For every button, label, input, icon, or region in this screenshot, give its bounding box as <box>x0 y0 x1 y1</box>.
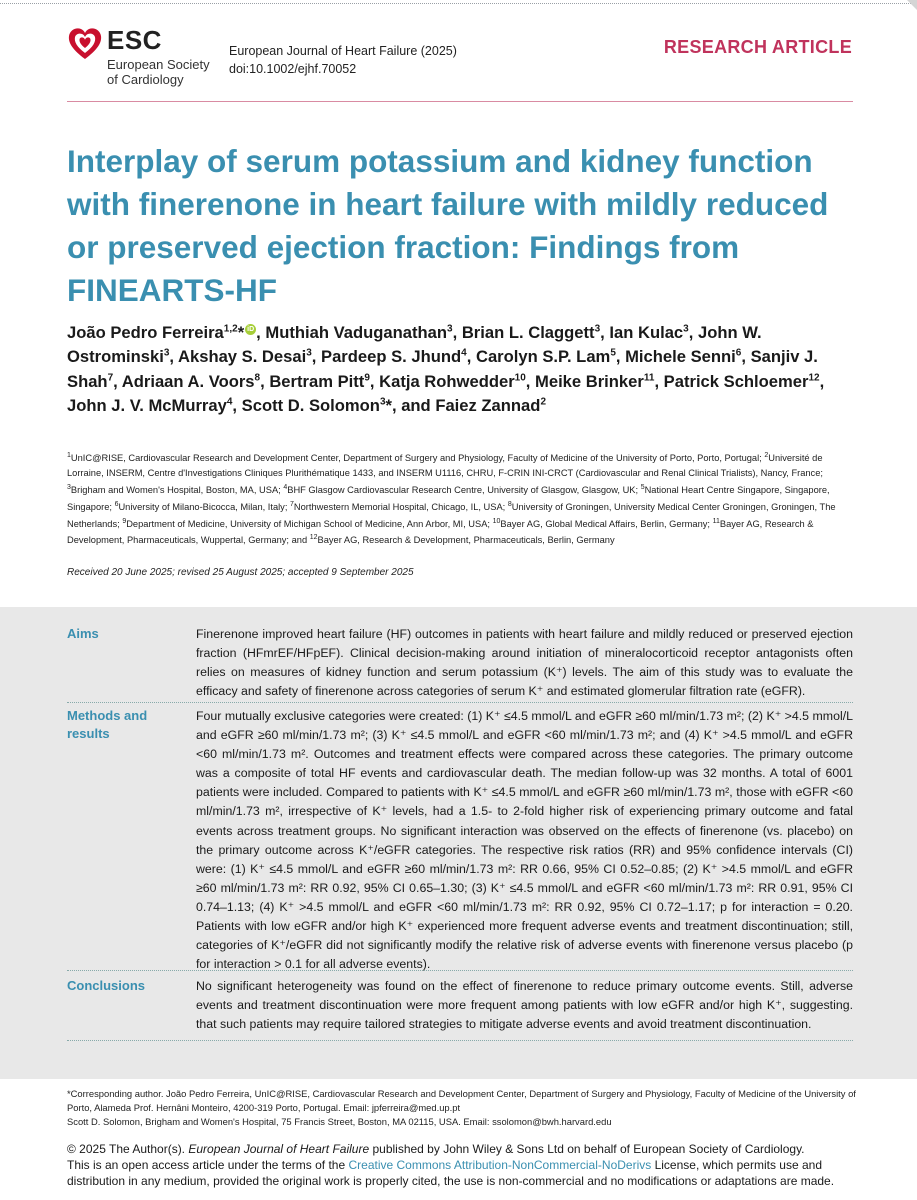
author: Michele Senni$^6$, <box>625 347 751 367</box>
author-affiliation-ref: 3 <box>379 396 386 408</box>
affiliation-number: 7 <box>290 500 294 508</box>
affiliation-text: BHF Glasgow Cardiovascular Research Centre, University of Glasgow, Glasgow, UK; <box>287 484 639 495</box>
author-affiliation-ref: 3 <box>306 347 312 359</box>
author: Ian Kulac$^3$, <box>609 323 698 342</box>
received-dates: Received 20 June 2025; revised 25 August 2025; accepted 9 September 2025 <box>67 567 414 578</box>
corresponding-mark: * <box>237 323 245 342</box>
author-name: Sanjiv J. Shah <box>67 347 818 391</box>
affiliation-number: 11 <box>712 517 720 525</box>
esc-logo[interactable] <box>67 26 227 88</box>
affiliation <box>67 485 283 495</box>
author: João Pedro Ferreira$^{1,2}$* iD , <box>67 323 266 342</box>
author: John W. Ostrominski$^3$, <box>67 323 762 367</box>
affiliation <box>283 485 640 495</box>
article-title: Interplay of serum potassium and kidney function with finerenone in heart failure with mildly reduced or preserved ejection fraction: Findings from FINEARTS-HF <box>67 143 829 308</box>
author-name: Scott D. Solomon <box>241 395 380 415</box>
author-affiliation-ref: 4 <box>226 396 233 408</box>
author-affiliation-ref: 2 <box>540 396 546 408</box>
affiliation-number: 12 <box>309 534 318 542</box>
author: Pardeep S. Jhund$^4$, <box>321 347 476 367</box>
affiliation-text: Brigham and Women's Hospital, Boston, MA, USA; <box>70 484 281 495</box>
affiliation <box>310 535 615 545</box>
affiliation <box>493 519 713 529</box>
cc-license-link[interactable]: Creative Commons Attribution-NonCommercial-NoDerivs <box>348 1158 652 1172</box>
author: Adriaan A. Voors$^8$, <box>121 371 270 391</box>
affiliation <box>122 519 492 529</box>
copyright-text-2: published by John Wiley & Sons Ltd on behalf of European Society of Cardiology. <box>369 1142 805 1156</box>
methods-text: Four mutually exclusive categories were created: (1) K⁺ ≤4.5 mmol/L and eGFR ≥60 ml/min/1.73 m²; (2) K⁺ >4.5 mmol/L and eGFR ≥60 ml/min/1.73 m²; (3) K⁺ ≤4.5 mmol/L and eGFR <60 ml/min/1.73 m²; and (4) K⁺ >4.5 mmol/L and eGFR <60 ml/min/1.73 m². Outcomes and treatment effects were compared across these categories. The primary outcome was a composite of total HF events and cardiovascular death. The median follow-up was 32 months. A total of 6001 patients were included. Compared to patients with K⁺ ≤4.5 mmol/L and eGFR ≥60 ml/min/1.73 m², those with eGFR <60 ml/min/1.73 m², irrespective of K⁺ levels, had a 1.5- to 2-fold higher risk of experiencing primary outcome and fatal events across treatment groups. No significant interaction was observed on the effects of finerenone (vs. placebo) on the primary outcome across K⁺/eGFR categories. The respective risk ratios (RR) and 95% confidence intervals (CI) were: (1) K⁺ ≤4.5 mmol/L and eGFR ≥60 ml/min/1.73 m²: RR 0.66, 95% CI 0.52–0.85; (2) K⁺ >4.5 mmol/L and eGFR ≥60 ml/min/1.73 m²: RR 0.92, 95% CI 0.65–1.30; (3) K⁺ ≤4.5 mmol/L and eGFR <60 ml/min/1.73 m²: RR 0.91, 95% CI 0.74–1.13; (4) K⁺ >4.5 mmol/L and eGFR <60 ml/min/1.73 m²: RR 0.92, 95% CI 0.72–1.17; p for interaction = 0.20. Patients with low eGFR and/or high K⁺ experienced more frequent adverse events and treatment discontinuation; still, categories of K⁺/eGFR did not significantly modify the relative risk of adverse events with finerenone versus placebo (p for interaction > 0.1 for all adverse events). <box>196 709 853 972</box>
copyright-notice <box>67 1141 857 1189</box>
author-name: Carolyn S.P. Lam <box>475 347 611 367</box>
author-name: Meike Brinker <box>535 371 644 391</box>
conclusions-label: Conclusions <box>67 978 146 993</box>
affiliation-number: 4 <box>283 483 288 491</box>
author-list <box>67 321 867 418</box>
author-affiliation-ref: 4 <box>461 347 467 359</box>
affiliation-number: 1 <box>67 452 71 459</box>
author: Meike Brinker$^{11}$, <box>535 371 664 391</box>
corresponding-author-footnote <box>67 1087 857 1129</box>
affiliation-text: University of Milano-Bicocca, Milan, Italy; <box>118 501 288 512</box>
author-affiliation-ref: 7 <box>107 372 114 384</box>
logo-abbreviation: ESC <box>107 25 162 55</box>
author-affiliation-ref: 3 <box>447 323 453 335</box>
author-name: Pardeep S. Jhund <box>321 347 462 367</box>
journal-info <box>229 42 457 78</box>
affiliation-text: Bayer AG, Research & Development, Pharmaceuticals, Wuppertal, Germany; and <box>67 518 814 546</box>
author: Bertram Pitt$^9$, <box>269 371 380 391</box>
copyright-text-1: © 2025 The Author(s). <box>67 1142 189 1156</box>
author-name: Bertram Pitt <box>269 371 365 391</box>
author: Brian L. Claggett$^3$, <box>461 323 610 342</box>
header-rule <box>67 101 853 102</box>
footnote-line-1: *Corresponding author. João Pedro Ferreira, UnIC@RISE, Cardiovascular Research and Development Center, Department of Surgery and Physiology, Faculty of Medicine of the University of Porto, Alameda Prof. Hernâni Monteiro, 4200-319 Porto, Portugal. Email: jpferreira@med.up.pt <box>67 1088 856 1113</box>
affiliation <box>67 453 764 463</box>
aims-label: Aims <box>67 626 99 641</box>
corresponding-mark: * <box>385 395 392 415</box>
author-affiliation-ref: 3 <box>683 323 689 335</box>
affiliation-text: University of Groningen, University Medical Center Groningen, Groningen, The Netherlands; <box>67 501 836 529</box>
author-name: Akshay S. Desai <box>178 347 307 367</box>
affiliation-text: Université de Lorraine, INSERM, Centre d'Investigations Cliniques Plurithématique 1433, and INSERM U1116, CHRU, F-CRIN INI-CRCT (Cardiovascular and Renal Clinical Trialists), Nancy, France; <box>67 453 823 478</box>
affiliation-text: Bayer AG, Research & Development, Pharmaceuticals, Berlin, Germany <box>317 535 615 546</box>
affiliation-text: National Heart Centre Singapore, Singapore, Singapore; <box>67 484 830 512</box>
author: Akshay S. Desai$^3$, <box>178 347 322 367</box>
author: Katja Rohwedder$^{10}$, <box>379 371 536 391</box>
author-name: John W. Ostrominski <box>67 323 762 367</box>
author-affiliation-ref: 11 <box>643 372 655 384</box>
abstract-divider <box>67 970 853 971</box>
copyright-journal: European Journal of Heart Failure <box>188 1142 370 1156</box>
footnote-line-2: Scott D. Solomon, Brigham and Women's Hospital, 75 Francis Street, Boston, MA 02115, USA. Email: ssolomon@bwh.harvard.edu <box>67 1116 612 1127</box>
affiliation-number: 3 <box>67 483 71 491</box>
author-affiliation-ref: 8 <box>254 372 261 384</box>
esc-heart-icon <box>67 26 103 62</box>
author-affiliation-ref: 10 <box>514 372 526 384</box>
affiliation-text: Department of Medicine, University of Michigan School of Medicine, Ann Arbor, MI, USA; <box>126 518 490 529</box>
methods-label: Methods and results <box>67 708 148 741</box>
author-affiliation-ref: 5 <box>610 347 616 359</box>
abstract-box <box>0 607 917 1079</box>
author-name: Muthiah Vaduganathan <box>265 323 448 342</box>
author: Patrick Schloemer$^{12}$, <box>663 371 825 391</box>
author-name: Brian L. Claggett <box>461 323 595 342</box>
author-affiliation-ref: 12 <box>808 372 820 384</box>
abstract-divider <box>67 702 853 703</box>
abstract-divider <box>67 1040 853 1041</box>
author-affiliation-ref: 6 <box>735 347 742 359</box>
author-name: Adriaan A. Voors <box>121 371 255 391</box>
affiliation-number: 5 <box>640 483 645 491</box>
author-affiliation-ref: 1,2 <box>223 323 238 335</box>
author-name: Michele Senni <box>625 347 736 367</box>
logo-line-1: European Society <box>107 57 210 72</box>
author-name: Katja Rohwedder <box>379 371 515 391</box>
affiliations <box>67 449 857 548</box>
page-corner-mark <box>907 0 917 10</box>
author-name: Patrick Schloemer <box>663 371 809 391</box>
author: Carolyn S.P. Lam$^5$, <box>475 347 626 367</box>
affiliation-number: 10 <box>492 517 501 525</box>
article-type-label: RESEARCH ARTICLE <box>663 37 852 57</box>
license-text-2: License, which permits use and distribution in any medium, provided the original work is properly cited, the use is non-commercial and no modifications or adaptations are made. <box>67 1158 835 1188</box>
affiliation-number: 9 <box>122 517 127 525</box>
author: John J. V. McMurray$^4$, <box>67 395 242 415</box>
journal-name: European Journal of Heart Failure (2025) <box>229 44 457 58</box>
affiliation <box>115 502 290 512</box>
affiliation-number: 8 <box>507 500 512 508</box>
author-name: Faiez Zannad <box>435 395 541 415</box>
conclusions-text: No significant heterogeneity was found on the effect of finerenone to reduce primary outcome events. Still, adverse events and treatment discontinuation were more frequent among patients with low eGFR and/or high K⁺, suggesting. that such patients may require tailored strategies to mitigate adverse events and avoid treatment discontinuation. <box>196 979 853 1032</box>
affiliation-number: 6 <box>114 500 119 508</box>
affiliation-number: 2 <box>764 452 769 459</box>
author: Muthiah Vaduganathan$^3$, <box>265 323 462 342</box>
author-name: Ian Kulac <box>609 323 684 342</box>
author-affiliation-ref: 3 <box>163 347 170 359</box>
page-top-dotted-rule <box>0 3 917 4</box>
orcid-icon[interactable]: iD <box>247 326 255 334</box>
author-name: John J. V. McMurray <box>67 395 227 415</box>
license-text-1: This is an open access article under the terms of the <box>67 1158 349 1172</box>
journal-doi[interactable]: doi:10.1002/ejhf.70052 <box>229 62 357 76</box>
author: Scott D. Solomon$^3$*, and <box>241 395 436 415</box>
author: Sanjiv J. Shah$^7$, <box>67 347 818 391</box>
affiliation-text: UnIC@RISE, Cardiovascular Research and Development Center, Department of Surgery and Physiology, Faculty of Medicine of the University of Porto, Porto, Portugal; <box>70 453 762 464</box>
affiliation <box>290 502 508 512</box>
author <box>435 396 546 415</box>
affiliation-text: Northwestern Memorial Hospital, Chicago, IL, USA; <box>293 501 506 512</box>
author-name: João Pedro Ferreira <box>67 323 224 342</box>
author-affiliation-ref: 9 <box>364 372 370 384</box>
author-affiliation-ref: 3 <box>594 323 601 335</box>
aims-text: Finerenone improved heart failure (HF) outcomes in patients with heart failure and mildly reduced or preserved ejection fraction (HFmrEF/HFpEF). Clinical decision-making around initiation of mineralocorticoid receptor antagonists often relies on measures of kidney function and serum potassium (K⁺) levels. The aim of this study was to evaluate the efficacy and safety of finerenone across categories of serum K⁺ and estimated glomerular filtration rate (eGFR). <box>196 627 853 699</box>
affiliation-text: Bayer AG, Global Medical Affairs, Berlin, Germany; <box>500 518 711 529</box>
logo-line-2: of Cardiology <box>107 72 184 87</box>
